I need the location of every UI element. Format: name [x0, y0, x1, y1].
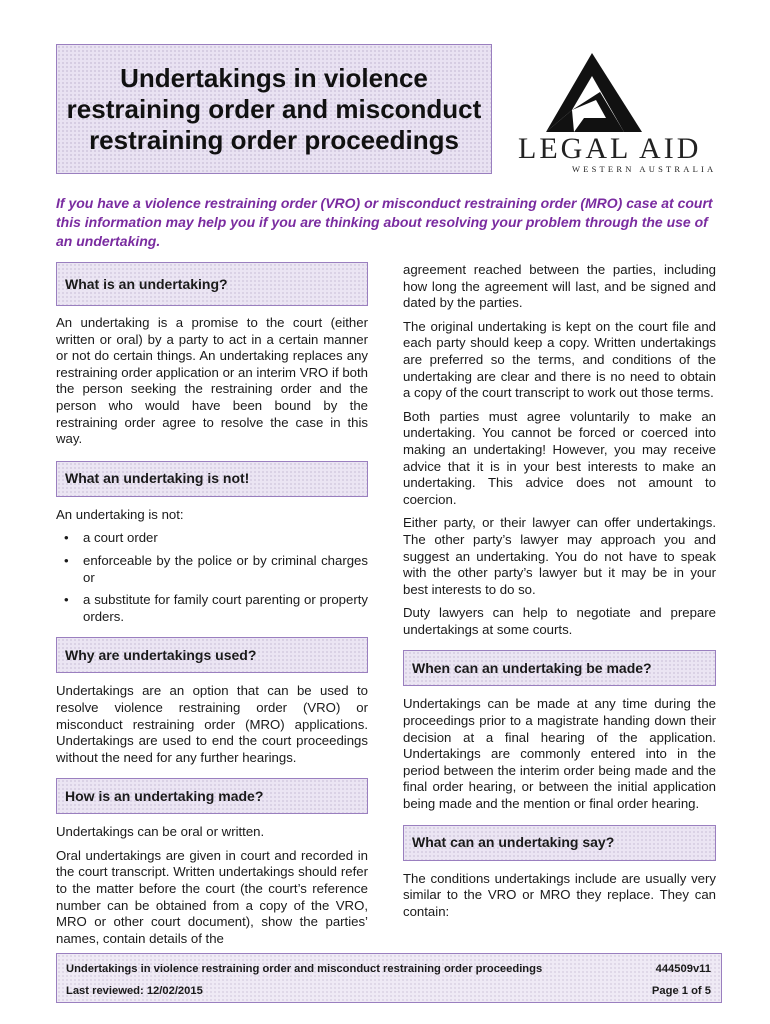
logo-name: LEGAL AID: [518, 132, 702, 165]
section-heading-label: What is an undertaking?: [65, 275, 228, 292]
footer-doc-code: 444509v11: [655, 963, 711, 975]
list-item: • a substitute for family court parenting or property orders.: [56, 592, 368, 625]
section-heading-when-made: [403, 650, 716, 686]
section-heading-label: What an undertaking is not!: [65, 470, 250, 487]
page-title: Undertakings in violence restraining order and misconduct restraining order proceedings: [66, 62, 482, 155]
section-heading-what-is-not: [56, 461, 368, 497]
section-heading-what-is: [56, 262, 368, 306]
section-heading-how-made: [56, 778, 368, 814]
logo-subtitle: WESTERN AUSTRALIA: [572, 164, 717, 174]
paragraph: Duty lawyers can help to negotiate and prepare undertakings at some courts.: [403, 605, 716, 637]
paragraph: An undertaking is not:: [56, 506, 184, 522]
list-item: • enforceable by the police or by criminal charges or: [56, 553, 368, 586]
footer-page-number: Page 1 of 5: [651, 985, 711, 997]
paragraph: Both parties must agree voluntarily to make an undertaking. You cannot be forced or coerced into making an undertaking! However, you may receive advice that it is in your best interests to make an undertaking. This advice does not amount to coercion.: [403, 408, 716, 507]
paragraph: Undertakings can be made at any time during the proceedings prior to a magistrate handing down their decision at a final hearing of the application. Undertakings are commonly entered into in the period between the interim order being made and the final order hearing, or between the initial application being made and the mention or final order hearing.: [403, 696, 716, 812]
list-item: • a court order: [56, 530, 368, 547]
left-column: [56, 262, 368, 954]
paragraph: Undertakings are an option that can be used to resolve violence restraining order (VRO) or misconduct restraining order (MRO) applications. Undertakings are used to end the court proceedings without the need for any further hearings.: [56, 683, 368, 765]
paragraph: The conditions undertakings include are usually very similar to the VRO or MRO they replace. They can contain:: [403, 870, 716, 919]
paragraph: An undertaking is a promise to the court (either written or oral) by a party to act in a certain manner or not do certain things. An undertaking replaces any restraining order application or an interim VRO if both the person seeking the restraining order and the person who would have been bound by the restraining order agree to resolve the case in this way.: [56, 315, 368, 447]
paragraph: Oral undertakings are given in court and recorded in the court transcript. Written undertakings should refer to the matter before the court (the court’s reference number can be obtained from a copy of the VRO, MRO or other court document), show the parties’ names, contain details of the: [56, 847, 368, 946]
paragraph: Either party, or their lawyer can offer undertakings. The other party’s lawyer may approach you and suggest an undertaking. You do not have to speak with the other party’s lawyer but it may be in your best interests to do so.: [403, 515, 716, 597]
footer-doc-title: Undertakings in violence restraining order and misconduct restraining order proceedings: [66, 963, 543, 975]
section-heading-label: Why are undertakings used?: [65, 647, 257, 664]
bullet-list: [56, 530, 368, 625]
footer-last-reviewed: Last reviewed: 12/02/2015: [66, 985, 203, 997]
section-heading-label: What can an undertaking say?: [412, 834, 615, 851]
paragraph: agreement reached between the parties, including how long the agreement will last, and be signed and dated by the parties.: [403, 262, 716, 311]
section-heading-label: When can an undertaking be made?: [412, 660, 652, 677]
title-box: [56, 44, 492, 174]
section-heading-why-used: [56, 637, 368, 673]
paragraph: The original undertaking is kept on the court file and each party should keep a copy. Written undertakings are preferred so the terms, and conditions of the undertaking are clear and there is no need to obtain a copy of the court transcript to work out those terms.: [403, 318, 716, 401]
section-heading-label: How is an undertaking made?: [65, 787, 264, 804]
paragraph: Undertakings can be oral or written.: [56, 824, 265, 840]
section-heading-what-say: [403, 825, 716, 861]
right-column: [403, 262, 716, 927]
page-footer: [56, 953, 722, 1003]
intro-text: If you have a violence restraining order (VRO) or misconduct restraining order (MRO) case at court this information may help you if you are thinking about resolving your problem through the use of an undertaking.: [56, 195, 713, 249]
